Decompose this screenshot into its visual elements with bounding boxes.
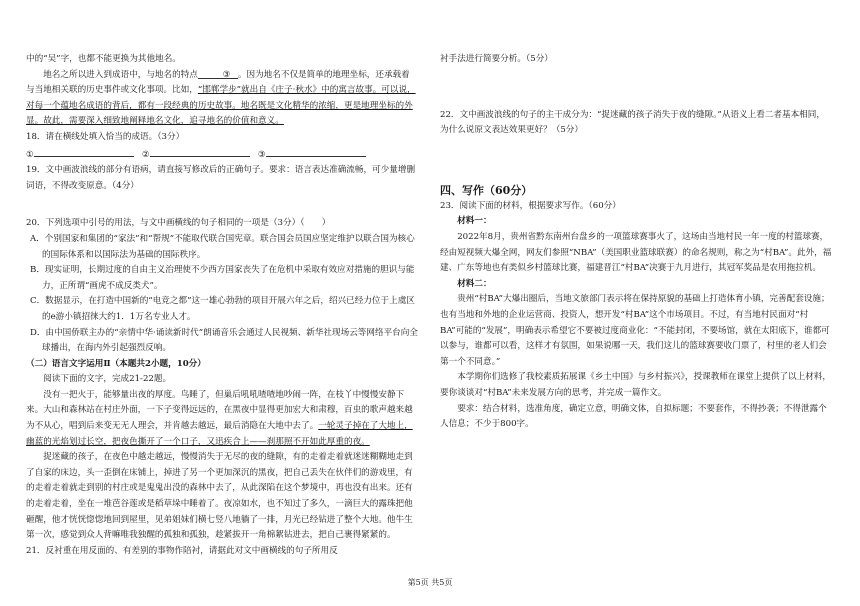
material-2-title: 材料二： [457,278,492,289]
writing-task: 本学期你们选修了我校素质拓展课《乡土中国》与乡村振兴》，授课教师在课堂上提供了以上材料，要你谈谈对“村BA”未来发展方向的思考，并完成一篇作文。 [440,372,832,398]
question-18: 18．请在横线处填入恰当的成语。（3分） [26,131,185,142]
answer-blank-1[interactable] [34,146,134,157]
question-23: 23．阅读下面的材料，根据要求写作。（60分） [440,200,621,211]
question-19: 19．文中画波浪线的部分有语病，请直接写修改后的正确句子。要求：语言表达准确流畅，可少量增删词语，不得改变原意。（4分） [26,165,416,191]
writing-requirements: 要求：结合材料，选准角度，确定立意，明确文体，自拟标题；不要套作，不得抄袭；不得泄露个人信息；不少于800字。 [440,403,827,430]
label-3: ③ [257,149,266,160]
passage-paragraph: 捉迷藏的孩子，在夜色中越走越远，慢慢消失于无尽的夜的缝隙，有的走着走着就迷迷糊糊地走到了自家的床边，头一歪倒在床铺上，掉进了另一个更加深沉的黑夜，把自己丢失在伙伴们的游戏里，有的走着走着就走到别的村庄或是鬼鬼出没的森林中去了，从此深陷在这个梦境中，再也没有出来。还有的走着走着，坐在一堆芭谷莲或是稻草垛中睡着了。夜凉如水，也不知过了多久，一滴巨大的露珠把他砸醒，他才恍恍惚惚地回到屋里，见弟姐妹们横七竖八地躺了一排，月光已经钻进了整个大地。他牛生第一次，感觉到众人背嘛唯我独醒的孤独和孤独，趁紧拔开一角棉絮钻进去，把自己裹得紧紧的。 [26,452,413,541]
answer-lines-18 [26,146,418,164]
material-1: 2022年8月，贵州省黔东南州台盘乡的一项篮球赛事火了，这场由当地村民一年一度的村篮球赛，经由短视频大爆全网，网友们参照“NBA”（美国职业篮球联赛）的命名规则，称之为“村BA”。此外，福建、广东等地也有类似乡村篮球比赛，福建晋江“村BA”决赛于九月进行，其冠军奖品是农用拖拉机。 [440,231,832,274]
label-1: ① [26,149,34,160]
answer-space-22[interactable] [440,139,832,179]
option-d: D．由中国侨联主办的“亲情中华·诵读新时代”朗诵音乐会通过人民视频、新华社现场云等网络平台向全球播出，在海内外引起强烈反响。 [30,327,418,354]
underlined-sentence: 一轮灵子掉在了大地上，幽蓝的光焰划过长空，把夜色撕开了一个口子，又迅疾合上——刹那照不开如此厚重的夜。 [26,421,413,447]
material-2: 贵州“村BA”大爆出圈后，当地文旅部门表示将在保持原貌的基础上打造体育小镇，完善配套设施；也有当地和外地的企业运营商、投资人，想开发“村BA”这个市场项目。不过，有当地村民面对“村BA”可能的“发展”，明确表示希望它不要被过度商业化：“不能封闭，不要场馆，就在太阳底下，谁都可以参与，谁都可以看，这样才有氛围，如果说哪一天，我们这儿的篮球赛要收门票了，村里的老人们会第一个不同意。” [440,294,830,367]
question-22: 22．文中画波浪线的句子的主干成分为：“捉迷藏的孩子消失于夜的缝隙。”从语义上看二者基本相同，为什么说原文表达效果更好？（5分） [440,109,825,136]
option-b: B．现实证明，长期过度的自由主义治理使不少西方国家丧失了在危机中采取有效应对措施的胆识与能力，正所谓“画虎不成反类犬”。 [30,265,415,291]
right-column [440,52,832,433]
section-heading-2: （二）语言文字运用Ⅱ（本题共2小题，10分） [26,358,206,369]
answer-blank-2[interactable] [150,146,250,157]
option-a: A．个别国家和集团的“家法”和“帮规”不能取代联合国宪章。联合国会员国应坚定维护以联合国为核心的国际体系和以国际法为基础的国际秩序。 [30,233,415,260]
page-footer: 第5页 共5页 [407,578,453,587]
underlined-sentence: “邯郸学步”就出自《庄子·秋水》中的寓言故事。可以说，对每一个蕴地名成语的背后，都有一段经典的历史故事。地名既是文化精华的浓缩，更是地理坐标的外显。故此，需要深入细致地阐释地名文化，追寻地名的价值和意义。 [26,85,416,127]
question-20: 20．下列选项中引号的用法，与文中画横线的句子相同的一项是（3分）（ ） [26,218,331,229]
answer-space-21[interactable] [440,68,832,108]
question-21: 21．反衬重在用反面的、有差别的事物作陪衬，请据此对文中画横线的句子所用反 [26,545,338,556]
reading-instruction: 阅读下面的文字，完成21-22题。 [43,374,172,385]
left-column [26,52,418,559]
passage-paragraph: 没有一把火于，能够量出夜的厚度。鸟睡了，但巢后吼吼喳喳地吵闹一阵，在枝丫中慢慢安静下来。大山和森林站在村庄外面，一下子变得远远的，在黑夜中显得更加宏大和肃穆，百虫的歌声越来越为不从心，唱到后来变无无人理会，并肯越去越远，最后消隐在大地中去了。一轮灵子掉在了大地上，幽蓝的光焰划过长空，把夜色撕开了一个口子，又迅疾合上——刹那照不开如此厚重的夜。 [26,389,413,447]
answer-blank-3[interactable]: ③ [198,68,238,79]
passage-paragraph: 地名之所以进入到成语中，与地名的特点 ③ 。因为地名不仅是简单的地理坐标，还承载着与当地相关联的历史事件或文化事项。比如，“邯郸学步”就出自《庄子·秋水》中的寓言故事。可以说，对每一个蕴地名成语的背后，都有一段经典的历史故事。地名既是文化精华的浓缩，更是地理坐标的外显。故此，需要深入细致地阐释地名文化，追寻地名的价值和意义。 [26,69,416,127]
material-1-title: 材料一： [457,216,492,227]
passage-line: 中的“吴”字，也都不能更换为其他地名。 [26,54,181,64]
section-heading-4: 四、写作（60分） [440,183,533,197]
question-21-cont: 衬手法进行简要分析。（5分） [440,54,553,64]
answer-space-19[interactable] [26,194,418,216]
label-2: ② [141,149,150,160]
option-c: C．数据显示，在打造中国新的“电竞之都”这一雄心勃勃的项目开展六年之后，绍兴已经力位于上虞区的e游小镇招徕大约1．1万名专业人才。 [30,296,415,322]
answer-blank-3b[interactable] [266,146,366,157]
